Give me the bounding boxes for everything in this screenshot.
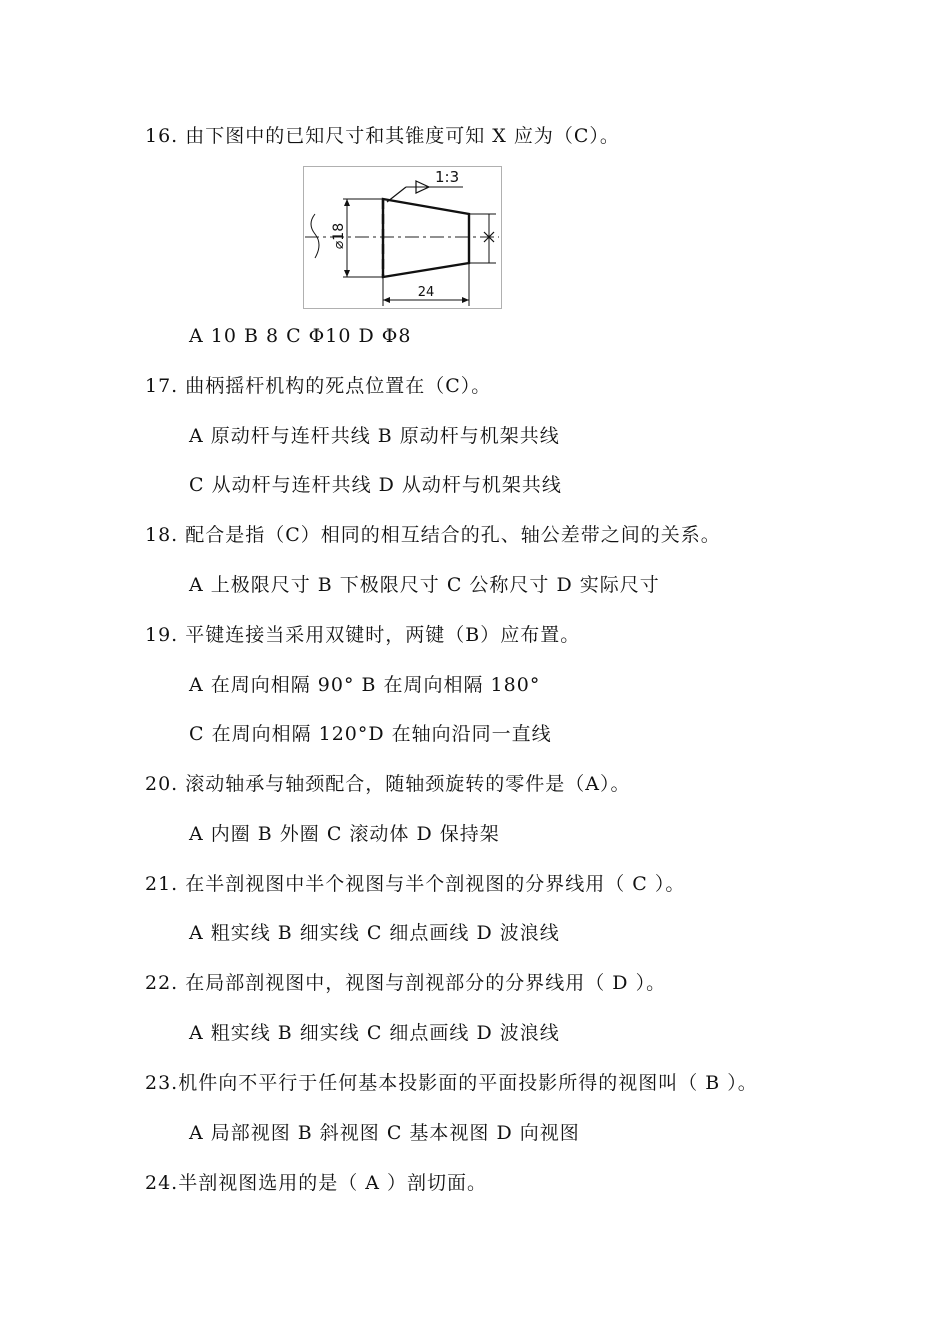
- question-16-options: A 10 B 8 C Φ10 D Φ8: [189, 325, 412, 347]
- question-18-options: A 上极限尺寸 B 下极限尺寸 C 公称尺寸 D 实际尺寸: [189, 574, 660, 596]
- question-16-stem: 16. 由下图中的已知尺寸和其锥度可知 X 应为（C）。: [145, 125, 620, 147]
- length-label: 24: [417, 285, 435, 300]
- question-20-stem: 20. 滚动轴承与轴颈配合，随轴颈旋转的零件是（A）。: [145, 773, 631, 795]
- question-23-options: A 局部视图 B 斜视图 C 基本视图 D 向视图: [189, 1122, 580, 1144]
- question-23-stem: 23.机件向不平行于任何基本投影面的平面投影所得的视图叫（ B ）。: [145, 1072, 758, 1094]
- question-22-stem: 22. 在局部剖视图中，视图与剖视部分的分界线用（ D ）。: [145, 972, 667, 994]
- question-21-options: A 粗实线 B 细实线 C 细点画线 D 波浪线: [189, 922, 560, 944]
- taper-figure: [303, 166, 502, 309]
- question-17-options-1: A 原动杆与连杆共线 B 原动杆与机架共线: [189, 425, 560, 447]
- question-18-stem: 18. 配合是指（C）相同的相互结合的孔、轴公差带之间的关系。: [145, 524, 721, 546]
- question-22-options: A 粗实线 B 细实线 C 细点画线 D 波浪线: [189, 1022, 560, 1044]
- question-20-options: A 内圈 B 外圈 C 滚动体 D 保持架: [189, 823, 500, 845]
- question-19-stem: 19. 平键连接当采用双键时，两键（B）应布置。: [145, 624, 581, 646]
- question-24-stem: 24.半剖视图选用的是（ A ）剖切面。: [145, 1172, 488, 1194]
- question-19-options-1: A 在周向相隔 90° B 在周向相隔 180°: [189, 674, 541, 696]
- question-21-stem: 21. 在半剖视图中半个视图与半个剖视图的分界线用（ C ）。: [145, 873, 686, 895]
- question-17-options-2: C 从动杆与连杆共线 D 从动杆与机架共线: [189, 474, 562, 496]
- question-17-stem: 17. 曲柄摇杆机构的死点位置在（C）。: [145, 375, 492, 397]
- question-19-options-2: C 在周向相隔 120°D 在轴向沿同一直线: [189, 723, 552, 745]
- diameter-label: ⌀18: [331, 222, 347, 250]
- taper-label: 1:3: [435, 168, 460, 186]
